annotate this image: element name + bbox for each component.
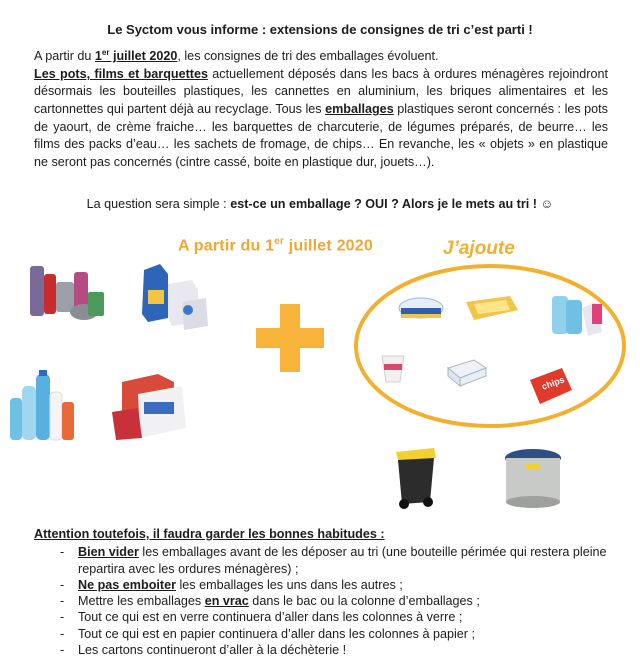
date-highlight: 1er juillet 2020	[94, 48, 178, 64]
list-item: - Tout ce qui est en papier continuera d’aller dans les colonnes à papier ;	[34, 626, 614, 642]
boxes-illustration	[110, 368, 190, 442]
intro-line-1: A partir du 1er juillet 2020, les consignes de tri des emballages évoluent.	[34, 48, 439, 64]
cartons-illustration	[138, 262, 210, 332]
list-item: - Bien vider les emballages avant de les déposer au tri (une bouteille périmée qui restera pleine repartira avec les ordures ménagères) ;	[34, 544, 614, 577]
plus-icon	[256, 304, 324, 372]
intro-paragraph	[34, 44, 608, 171]
list-item: - Tout ce qui est en verre continuera d’aller dans les colonnes à verre ;	[34, 609, 614, 625]
list-item: - Les cartons continueront d’aller à la déchèterie !	[34, 642, 614, 658]
bottles-illustration	[6, 368, 78, 444]
orange-ellipse	[350, 256, 630, 434]
film-illustration	[548, 290, 610, 338]
attention-heading: Attention toutefois, il faudra garder les bonnes habitudes :	[34, 527, 385, 541]
yellow-bin-illustration	[390, 444, 442, 510]
page-title: Le Syctom vous informe : extensions de consignes de tri c’est parti !	[107, 22, 533, 37]
habits-list	[34, 544, 614, 658]
chips-bag-illustration	[526, 366, 574, 406]
question-line: La question sera simple : est-ce un emballage ? OUI ? Alors je le mets au tri ! ☺	[86, 197, 554, 211]
tray-yellow-illustration	[462, 292, 520, 324]
cans-illustration	[22, 260, 112, 326]
pots-films-highlight: Les pots, films et barquettes	[34, 66, 208, 81]
list-item: - Ne pas emboiter les emballages les uns dans les autres ;	[34, 577, 614, 593]
illustration-heading: A partir du 1er juillet 2020	[178, 236, 373, 255]
container-column-illustration	[500, 444, 566, 510]
list-item: - Mettre les emballages en vrac dans le bac ou la colonne d’emballages ;	[34, 593, 614, 609]
clear-box-illustration	[444, 356, 490, 388]
jajoute-heading: J’ajoute	[443, 238, 515, 259]
habits-section	[34, 526, 614, 658]
chips-label: chips	[540, 374, 566, 392]
tray-blue-illustration	[397, 294, 445, 328]
emballages-highlight: emballages	[325, 101, 394, 116]
yogurt-pot-illustration	[378, 350, 408, 386]
intro-body: Les pots, films et barquettes actuellement déposés dans les bacs à ordures ménagères rejoindront désormais les bouteilles plastiques, les cannettes en aluminium, les briques alimentaires et les cartonnettes qui partent déjà au recyclage. Tous les emballages plastiques seront concernés : les pots de yaourt, de crème fraiche… les barquettes de charcuterie, de légumes préparés, de beurre… les films des packs d’eau… les sachets de fromage, de chips… En revanche, les « objets » en plastique ne seront pas concernés (cintre cassé, boite en plastique dur, jouets…).	[34, 66, 608, 169]
